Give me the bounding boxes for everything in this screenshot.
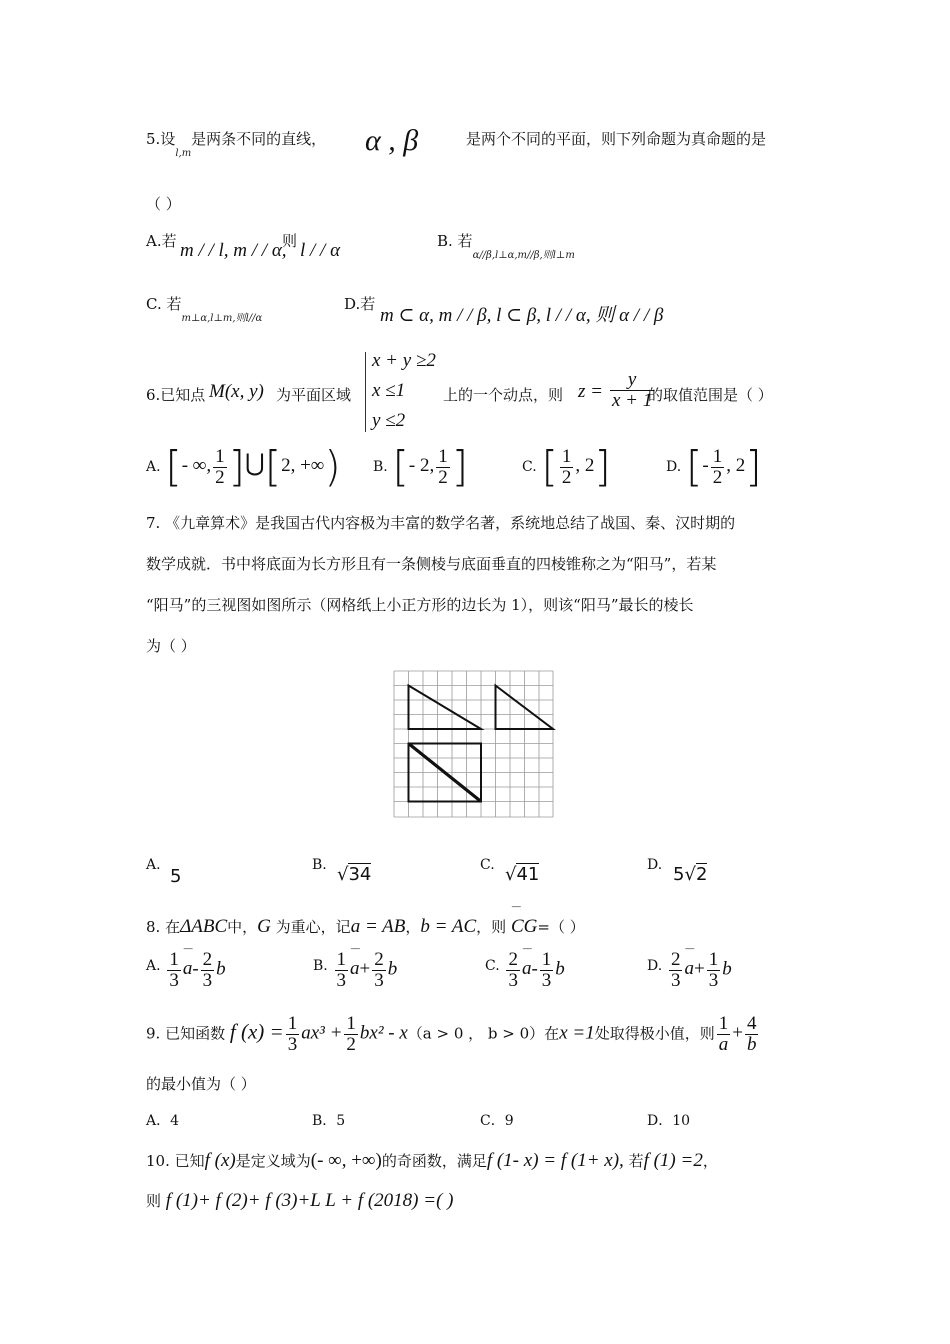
q6-b-num: 1 (438, 445, 448, 467)
q7-option-b[interactable] (312, 857, 327, 873)
q6-b-pre: - 2, (408, 455, 435, 476)
q5-a-concl: l / / α (300, 240, 341, 261)
q6-option-b[interactable]: B. [- 2, $\frac{1}{2}$ ] (373, 442, 469, 491)
q8-a-op: - (192, 958, 199, 980)
q8-d-v1: ⁻⁻ a (684, 958, 694, 980)
q8-d-op: + (693, 958, 705, 980)
q6-c-label: C. (522, 459, 537, 475)
q8-option-a[interactable] (146, 950, 226, 991)
q7-a-value: 5 (170, 866, 182, 887)
q7-c-value: √41 (505, 864, 540, 885)
q5-stem-prefix: 5.设 (146, 130, 176, 148)
q6-d-label: D. (666, 459, 682, 475)
q6-stem-c: 上的一个动点，则 (443, 386, 564, 404)
q9-t1-den: 3 (287, 1033, 298, 1055)
q6-a-num: 1 (215, 445, 225, 467)
q6-brace (365, 352, 366, 432)
q9-option-d[interactable]: D．10 (647, 1113, 691, 1129)
q10-sum: f (1)+ f (2)+ f (3)+L L + f (2018) =( ) (165, 1190, 454, 1211)
q6-a-den: 2 (215, 466, 225, 488)
q6-d-num: 1 (712, 445, 723, 467)
q6-z: z = (578, 381, 603, 402)
q7-a-label: A. (146, 857, 161, 873)
q7-line-2: 数学成就．书中将底面为长方形且有一条侧棱与底面垂直的四棱锥称之为“阳马”，若某 (146, 555, 717, 573)
q7-d-label: D. (647, 857, 663, 873)
q8-a-n1: 1 (169, 949, 179, 970)
q7-option-a[interactable] (146, 857, 161, 873)
q9-stem-a: 9. 已知函数 (146, 1024, 226, 1043)
q5-c-label: C. 若 (146, 295, 182, 313)
q8-c-v2: b (555, 958, 565, 980)
q8-a-v1: ⁻⁻ a (183, 958, 193, 980)
q5-stem (146, 128, 327, 159)
q10-f1: f (1) =2 (643, 1150, 703, 1171)
q9-stem (146, 1014, 760, 1055)
q8-a-label: A. (146, 958, 161, 975)
q9-e1-den: a (718, 1033, 729, 1055)
q10-domain: (- ∞, +∞) (310, 1150, 382, 1171)
q5-a-then: 则 (282, 232, 298, 250)
q10-stem-a: 10. 已知 (146, 1152, 205, 1170)
q8-c-d2: 3 (541, 969, 552, 991)
q10-stem-d: 若 (628, 1152, 644, 1170)
q8-stem-d: ，则 (476, 918, 507, 936)
q8-option-c[interactable] (485, 950, 565, 991)
q8-b-op: + (359, 958, 371, 980)
q6-c-num: 1 (561, 445, 572, 467)
q8-stem-a: 8. 在 (146, 918, 181, 936)
front-view-triangle (409, 686, 482, 730)
q7-line-3: “阳马”的三视图如图所示（网格纸上小正方形的边长为 1），则该“阳马”最长的棱长 (146, 596, 694, 614)
q8-stem (146, 916, 585, 938)
q5-d-text: m ⊂ α, m / / β, l ⊂ β, l / / α, 则 α / / β (380, 305, 664, 326)
q8-eq2: b = AC (420, 916, 477, 937)
q8-d-d2: 3 (708, 969, 719, 991)
q7-d-radicand: 2 (695, 864, 708, 885)
q9-f: f (x) = (229, 1019, 284, 1044)
q5-a-label: A.若 (146, 232, 177, 250)
q10-stem (146, 1150, 718, 1172)
q6-a-union: ⋃ (245, 451, 265, 477)
q8-b-n2: 2 (374, 949, 384, 970)
q6-constraint-3: y ≤2 (372, 410, 406, 431)
q7-d-coef: 5 (673, 864, 685, 885)
q8-a-n2: 2 (202, 949, 213, 970)
q9-e2-num: 4 (746, 1013, 757, 1034)
q6-c-post: , 2 (575, 455, 595, 476)
q8-c-op: - (531, 958, 538, 980)
q5-option-d[interactable] (344, 293, 375, 314)
q6-point: M(x, y) (209, 381, 264, 402)
q8-d-n1: 2 (670, 949, 681, 970)
q5-d-label: D.若 (344, 295, 376, 313)
q8-triangle: ΔABC (180, 916, 228, 937)
q9-e2-den: b (746, 1033, 757, 1055)
three-view-figure (393, 670, 557, 820)
q6-stem-prefix: 6.已知点 (146, 386, 206, 404)
q6-b-label: B. (373, 459, 388, 475)
q6-z-num: y (610, 370, 654, 391)
q5-c-text: m⊥α,l⊥m,则l//α (181, 313, 263, 324)
q6-option-c[interactable]: C. [ $\frac{1}{2}$ , 2] (522, 442, 611, 491)
q5-b-label: B. 若 (437, 232, 473, 250)
q7-b-value: √34 (337, 864, 372, 885)
q8-stem-b: 中， (227, 918, 258, 936)
q9-cond: （a > 0 ， b > 0） (407, 1024, 545, 1043)
q10-stem-b: 是定义域为 (235, 1152, 311, 1170)
q6-z-den: x + 1 (612, 389, 653, 411)
q6-d-den: 2 (712, 466, 723, 488)
q6-stem-mid: 为平面区域 (276, 386, 352, 404)
q8-c-label: C. (485, 958, 500, 975)
q9-option-c[interactable]: C．9 (480, 1113, 514, 1129)
q8-stem-e: =（ ） (537, 918, 585, 936)
q7-option-d[interactable] (647, 857, 662, 873)
q10-stem-e: ， (702, 1152, 718, 1170)
q9-x1: x =1 (559, 1022, 595, 1044)
q8-a-d1: 3 (169, 969, 179, 991)
q8-b-v2: b (387, 958, 398, 980)
q9-t1: ax³ + (301, 1022, 343, 1044)
q9-plus: + (732, 1022, 743, 1044)
q8-g: G (257, 916, 271, 937)
q6-option-d[interactable]: D. [- $\frac{1}{2}$ , 2] (666, 442, 762, 491)
q5-lm: l,m (175, 148, 192, 159)
q7-b-label: B. (312, 857, 327, 873)
q8-c-n1: 2 (508, 949, 518, 970)
q8-eq1: a = AB (350, 916, 406, 937)
q8-option-b[interactable] (313, 950, 397, 991)
q6-constraint-1: x + y ≥2 (372, 350, 436, 371)
q9-t2-num: 1 (346, 1013, 356, 1034)
q7-d-value: 5√2 (673, 864, 708, 885)
q6-d-post: , 2 (726, 455, 746, 476)
q9-t2: bx² - x (359, 1022, 408, 1044)
q8-d-v2: b (722, 958, 732, 980)
q10-stem-c: 的奇函数，满足 (381, 1152, 487, 1170)
q8-b-d2: 3 (374, 969, 384, 991)
q8-stem-c: 为重心，记 (275, 918, 351, 936)
q5-stem-mid: 是两条不同的直线， (191, 130, 327, 148)
q7-option-c[interactable] (480, 857, 495, 873)
q8-comma: ， (405, 918, 421, 936)
q7-line-4: 为（ ） (146, 637, 196, 655)
q7-line-1: 7. 《九章算术》是我国古代内容极为丰富的数学名著，系统地总结了战国、秦、汉时期的 (146, 514, 736, 532)
q6-stem-tail: 的取值范围是（ ） (648, 386, 773, 404)
q8-option-d[interactable] (647, 950, 732, 991)
q9-stem-b: 在 (544, 1024, 560, 1043)
q9-option-a[interactable]: A．4 (146, 1113, 180, 1129)
q9-t1-num: 1 (287, 1013, 298, 1034)
q8-d-n2: 1 (708, 949, 719, 970)
q6-c-den: 2 (561, 466, 572, 488)
q6-a-label: A. (146, 459, 161, 475)
q9-line-2: 的最小值为（ ） (146, 1075, 256, 1093)
q9-t2-den: 2 (346, 1033, 356, 1055)
q9-stem-c: 处取得极小值，则 (594, 1024, 715, 1043)
q8-b-label: B. (313, 958, 328, 975)
q8-c-n2: 1 (541, 949, 552, 970)
q10-fx: f (x) (204, 1150, 236, 1171)
q6-a-tail: 2, +∞ (281, 455, 325, 476)
q7-c-radicand: 41 (516, 864, 540, 885)
q5-stem-tail: 是两个不同的平面，则下列命题为真命题的是 (466, 130, 767, 148)
q8-b-n1: 1 (336, 949, 347, 970)
q8-d-d1: 3 (670, 969, 681, 991)
q8-c-d1: 3 (508, 969, 518, 991)
q8-c-v1: ⁻⁻ a (522, 958, 532, 980)
q8-a-d2: 3 (202, 969, 213, 991)
q9-e1-num: 1 (718, 1013, 729, 1034)
q10-line2-prefix: 则 (146, 1192, 162, 1210)
q6-d-pre: - (702, 455, 709, 476)
q5-a-cond: m / / l, m / / α, (180, 240, 287, 261)
q8-cg: ⁻⁻ CG (511, 916, 537, 938)
q5-alpha-beta: α , β (365, 124, 419, 157)
q7-b-radicand: 34 (348, 864, 372, 885)
q8-a-v2: b (216, 958, 226, 980)
q5-option-a[interactable] (146, 230, 177, 251)
q7-c-label: C. (480, 857, 495, 873)
q8-b-v1: ⁻⁻ a (350, 958, 360, 980)
q6-b-den: 2 (438, 466, 448, 488)
q6-option-a[interactable]: A. [- ∞, $\frac{1}{2}$ ]⋃[2, +∞) (146, 442, 341, 491)
q8-b-d1: 3 (336, 969, 347, 991)
q5-b-text: α//β,l⊥α,m//β,则l⊥m (472, 250, 575, 261)
q10-eq: f (1- x) = f (1+ x), (486, 1150, 624, 1171)
q10-line-2 (146, 1190, 454, 1212)
q5-paren: （ ） (146, 195, 181, 213)
q9-option-b[interactable]: B．5 (312, 1113, 346, 1129)
q6-a-pre: - ∞, (181, 455, 212, 476)
q6-constraint-2: x ≤1 (372, 380, 406, 401)
q8-d-label: D. (647, 958, 663, 975)
